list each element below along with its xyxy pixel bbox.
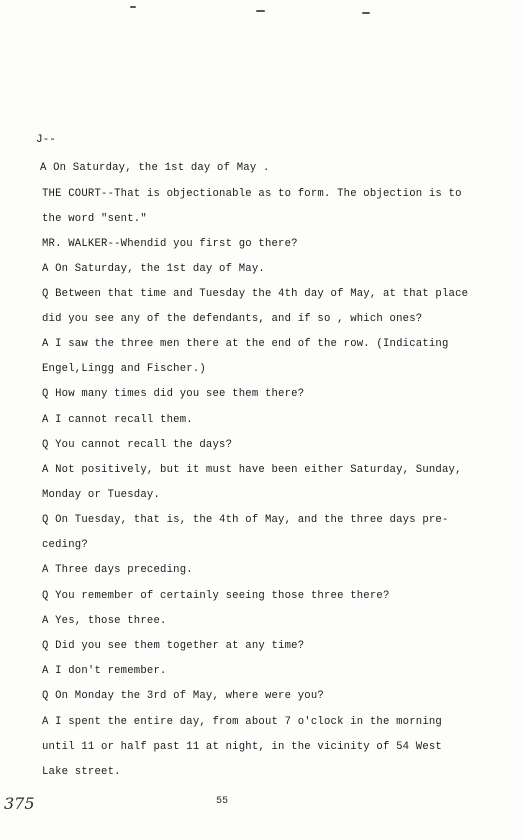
transcript-line: Q Did you see them together at any time?	[42, 640, 305, 652]
transcript-line: MR. WALKER--Whendid you first go there?	[42, 238, 298, 250]
transcript-line: A I spent the entire day, from about 7 o'clock in the morning	[42, 716, 442, 728]
transcript-line: Monday or Tuesday.	[42, 489, 161, 501]
section-mark: J--	[36, 134, 56, 146]
transcript-line: Q On Tuesday, that is, the 4th of May, and the three days pre-	[42, 514, 449, 526]
transcript-line: Q You remember of certainly seeing those three there?	[42, 590, 390, 602]
transcript-line: Q On Monday the 3rd of May, where were you?	[42, 690, 324, 702]
scan-artifact	[256, 10, 265, 12]
transcript-line: A On Saturday, the 1st day of May .	[40, 162, 270, 174]
scan-artifact	[130, 6, 136, 8]
transcript-line: did you see any of the defendants, and if so , which ones?	[42, 313, 423, 325]
page-number: 55	[216, 796, 229, 807]
transcript-line: A I cannot recall them.	[42, 414, 193, 426]
transcript-line: Q How many times did you see them there?	[42, 388, 305, 400]
transcript-line: A Three days preceding.	[42, 564, 193, 576]
handwritten-page-number: 375	[4, 794, 35, 813]
transcript-line: A I don't remember.	[42, 665, 167, 677]
transcript-line: until 11 or half past 11 at night, in the vicinity of 54 West	[42, 741, 442, 753]
transcript-line: Lake street.	[42, 766, 121, 778]
scan-artifact	[362, 12, 370, 14]
transcript-line: Q Between that time and Tuesday the 4th day of May, at that place	[42, 288, 469, 300]
transcript-line: the word "sent."	[42, 213, 147, 225]
transcript-line: Q You cannot recall the days?	[42, 439, 233, 451]
transcript-line: A I saw the three men there at the end of the row. (Indicating	[42, 338, 449, 350]
transcript-line: A On Saturday, the 1st day of May.	[42, 263, 265, 275]
transcript-line: THE COURT--That is objectionable as to form. The objection is to	[42, 188, 462, 200]
transcript-line: Engel,Lingg and Fischer.)	[42, 363, 206, 375]
transcript-line: A Yes, those three.	[42, 615, 167, 627]
transcript-line: ceding?	[42, 539, 88, 551]
transcript-line: A Not positively, but it must have been either Saturday, Sunday,	[42, 464, 462, 476]
